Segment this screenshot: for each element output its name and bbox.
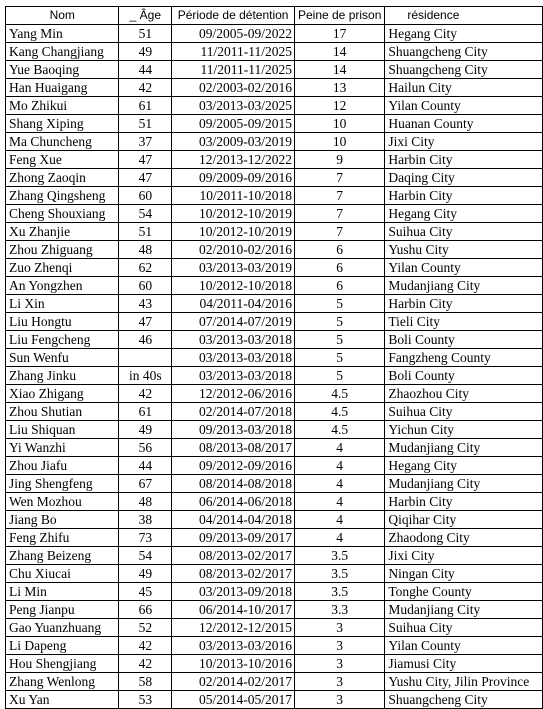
table-row xyxy=(6,511,543,529)
cell-term: 10 xyxy=(294,115,384,133)
cell-age: 46 xyxy=(119,331,172,349)
cell-age: 56 xyxy=(119,439,172,457)
cell-period: 10/2012-10/2019 xyxy=(172,223,295,241)
cell-period: 03/2013-03/2016 xyxy=(172,637,295,655)
cell-residence: Hegang City xyxy=(385,205,543,223)
cell-age: 54 xyxy=(119,205,172,223)
cell-period: 09/2005-09/2022 xyxy=(172,25,295,43)
cell-name: Zhang Wenlong xyxy=(6,673,119,691)
cell-term: 4 xyxy=(294,511,384,529)
cell-term: 14 xyxy=(294,61,384,79)
cell-age: 47 xyxy=(119,151,172,169)
cell-term: 13 xyxy=(294,79,384,97)
cell-term: 7 xyxy=(294,169,384,187)
cell-residence: Yushu City xyxy=(385,241,543,259)
table-row xyxy=(6,79,543,97)
cell-residence: Mudanjiang City xyxy=(385,601,543,619)
cell-period: 09/2013-03/2018 xyxy=(172,421,295,439)
table-row xyxy=(6,367,543,385)
cell-term: 3 xyxy=(294,655,384,673)
cell-period: 04/2014-04/2018 xyxy=(172,511,295,529)
cell-period: 09/2012-09/2016 xyxy=(172,457,295,475)
cell-age: 60 xyxy=(119,277,172,295)
cell-age: 62 xyxy=(119,259,172,277)
cell-name: Jing Shengfeng xyxy=(6,475,119,493)
table-row xyxy=(6,421,543,439)
cell-period: 02/2010-02/2016 xyxy=(172,241,295,259)
cell-name: Zhou Zhiguang xyxy=(6,241,119,259)
cell-period: 10/2013-10/2016 xyxy=(172,655,295,673)
cell-term: 5 xyxy=(294,367,384,385)
cell-name: Chu Xiucai xyxy=(6,565,119,583)
cell-term: 6 xyxy=(294,277,384,295)
cell-period: 03/2013-03/2018 xyxy=(172,331,295,349)
cell-period: 06/2014-06/2018 xyxy=(172,493,295,511)
table-row xyxy=(6,565,543,583)
cell-age: 66 xyxy=(119,601,172,619)
header-row xyxy=(6,7,543,25)
cell-term: 6 xyxy=(294,241,384,259)
cell-period: 03/2013-09/2018 xyxy=(172,583,295,601)
cell-period: 10/2011-10/2018 xyxy=(172,187,295,205)
table-row xyxy=(6,241,543,259)
cell-term: 4 xyxy=(294,529,384,547)
cell-term: 4.5 xyxy=(294,403,384,421)
table-row xyxy=(6,601,543,619)
cell-period: 02/2014-02/2017 xyxy=(172,673,295,691)
table-row xyxy=(6,475,543,493)
cell-age: 51 xyxy=(119,223,172,241)
cell-name: Kang Changjiang xyxy=(6,43,119,61)
table-row xyxy=(6,655,543,673)
cell-term: 3 xyxy=(294,691,384,709)
cell-age: 42 xyxy=(119,385,172,403)
header-period: Période de détention xyxy=(172,7,295,25)
cell-term: 14 xyxy=(294,43,384,61)
cell-term: 5 xyxy=(294,313,384,331)
cell-age: 58 xyxy=(119,673,172,691)
cell-name: Yue Baoqing xyxy=(6,61,119,79)
cell-term: 7 xyxy=(294,205,384,223)
cell-age: 42 xyxy=(119,79,172,97)
header-age: _ Âge xyxy=(119,7,172,25)
cell-age: 37 xyxy=(119,133,172,151)
cell-residence: Jixi City xyxy=(385,133,543,151)
cell-term: 10 xyxy=(294,133,384,151)
cell-residence: Hegang City xyxy=(385,25,543,43)
cell-residence: Harbin City xyxy=(385,295,543,313)
cell-residence: Mudanjiang City xyxy=(385,475,543,493)
cell-period: 04/2011-04/2016 xyxy=(172,295,295,313)
header-term: Peine de prison xyxy=(294,7,384,25)
cell-age: 67 xyxy=(119,475,172,493)
table-row xyxy=(6,331,543,349)
cell-name: Feng Zhifu xyxy=(6,529,119,547)
cell-age: 44 xyxy=(119,457,172,475)
table-row xyxy=(6,187,543,205)
cell-age: 61 xyxy=(119,403,172,421)
cell-residence: Fangzheng County xyxy=(385,349,543,367)
cell-period: 09/2009-09/2016 xyxy=(172,169,295,187)
cell-age: 49 xyxy=(119,421,172,439)
cell-residence: Suihua City xyxy=(385,403,543,421)
table-row xyxy=(6,619,543,637)
cell-name: Wen Mozhou xyxy=(6,493,119,511)
cell-term: 9 xyxy=(294,151,384,169)
cell-residence: Shuangcheng City xyxy=(385,691,543,709)
cell-age: 73 xyxy=(119,529,172,547)
table-row xyxy=(6,61,543,79)
cell-period: 03/2013-03/2018 xyxy=(172,367,295,385)
cell-residence: Yushu City, Jilin Province xyxy=(385,673,543,691)
cell-residence: Yichun City xyxy=(385,421,543,439)
cell-name: Li Dapeng xyxy=(6,637,119,655)
cell-residence: Jixi City xyxy=(385,547,543,565)
cell-period: 10/2012-10/2018 xyxy=(172,277,295,295)
cell-name: Gao Yuanzhuang xyxy=(6,619,119,637)
cell-name: Cheng Shouxiang xyxy=(6,205,119,223)
cell-period: 11/2011-11/2025 xyxy=(172,43,295,61)
cell-name: Liu Hongtu xyxy=(6,313,119,331)
cell-residence: Huanan County xyxy=(385,115,543,133)
cell-term: 7 xyxy=(294,187,384,205)
cell-age: 49 xyxy=(119,565,172,583)
cell-name: Li Xin xyxy=(6,295,119,313)
cell-period: 08/2013-08/2017 xyxy=(172,439,295,457)
cell-residence: Yilan County xyxy=(385,637,543,655)
cell-period: 03/2013-03/2019 xyxy=(172,259,295,277)
cell-name: Yi Wanzhi xyxy=(6,439,119,457)
cell-term: 4.5 xyxy=(294,421,384,439)
table-row xyxy=(6,439,543,457)
cell-name: Hou Shengjiang xyxy=(6,655,119,673)
table-row xyxy=(6,313,543,331)
cell-residence: Zhaozhou City xyxy=(385,385,543,403)
cell-age: 44 xyxy=(119,61,172,79)
cell-name: Zhou Jiafu xyxy=(6,457,119,475)
cell-residence: Boli County xyxy=(385,331,543,349)
cell-age: 43 xyxy=(119,295,172,313)
cell-age: 49 xyxy=(119,43,172,61)
cell-period: 02/2014-07/2018 xyxy=(172,403,295,421)
cell-period: 12/2012-12/2015 xyxy=(172,619,295,637)
cell-term: 3 xyxy=(294,637,384,655)
cell-name: Feng Xue xyxy=(6,151,119,169)
table-row xyxy=(6,403,543,421)
cell-residence: Ningan City xyxy=(385,565,543,583)
cell-term: 17 xyxy=(294,25,384,43)
cell-residence: Hegang City xyxy=(385,457,543,475)
cell-name: Jiang Bo xyxy=(6,511,119,529)
cell-term: 4 xyxy=(294,493,384,511)
table-row xyxy=(6,349,543,367)
cell-period: 09/2005-09/2015 xyxy=(172,115,295,133)
table-row xyxy=(6,547,543,565)
cell-residence: Yilan County xyxy=(385,97,543,115)
cell-term: 4 xyxy=(294,475,384,493)
cell-period: 05/2014-05/2017 xyxy=(172,691,295,709)
cell-age: 45 xyxy=(119,583,172,601)
cell-term: 5 xyxy=(294,349,384,367)
table-row xyxy=(6,457,543,475)
cell-age: 54 xyxy=(119,547,172,565)
cell-period: 10/2012-10/2019 xyxy=(172,205,295,223)
cell-residence: Shuangcheng City xyxy=(385,61,543,79)
cell-age xyxy=(119,349,172,367)
cell-name: Zhou Shutian xyxy=(6,403,119,421)
table-row xyxy=(6,493,543,511)
cell-period: 03/2013-03/2018 xyxy=(172,349,295,367)
table-row xyxy=(6,43,543,61)
cell-period: 08/2014-08/2018 xyxy=(172,475,295,493)
cell-name: Zhang Beizeng xyxy=(6,547,119,565)
cell-residence: Shuangcheng City xyxy=(385,43,543,61)
table-row xyxy=(6,133,543,151)
cell-term: 5 xyxy=(294,331,384,349)
cell-residence: Harbin City xyxy=(385,187,543,205)
table-row xyxy=(6,385,543,403)
cell-residence: Suihua City xyxy=(385,223,543,241)
cell-residence: Mudanjiang City xyxy=(385,277,543,295)
cell-residence: Mudanjiang City xyxy=(385,439,543,457)
cell-residence: Tieli City xyxy=(385,313,543,331)
cell-age: 48 xyxy=(119,241,172,259)
cell-age: 51 xyxy=(119,115,172,133)
cell-term: 3 xyxy=(294,619,384,637)
cell-age: in 40s xyxy=(119,367,172,385)
cell-term: 5 xyxy=(294,295,384,313)
cell-age: 47 xyxy=(119,313,172,331)
cell-term: 3.5 xyxy=(294,565,384,583)
cell-name: Xiao Zhigang xyxy=(6,385,119,403)
cell-term: 3.3 xyxy=(294,601,384,619)
table-row xyxy=(6,25,543,43)
cell-residence: Jiamusi City xyxy=(385,655,543,673)
table-row xyxy=(6,277,543,295)
cell-period: 08/2013-02/2017 xyxy=(172,547,295,565)
table-row xyxy=(6,583,543,601)
cell-period: 11/2011-11/2025 xyxy=(172,61,295,79)
cell-residence: Qiqihar City xyxy=(385,511,543,529)
cell-term: 3.5 xyxy=(294,583,384,601)
cell-residence: Boli County xyxy=(385,367,543,385)
cell-age: 48 xyxy=(119,493,172,511)
table-row xyxy=(6,205,543,223)
cell-term: 7 xyxy=(294,223,384,241)
cell-name: Shang Xiping xyxy=(6,115,119,133)
cell-residence: Zhaodong City xyxy=(385,529,543,547)
cell-name: Liu Shiquan xyxy=(6,421,119,439)
cell-term: 4 xyxy=(294,439,384,457)
cell-age: 52 xyxy=(119,619,172,637)
cell-name: Liu Fengcheng xyxy=(6,331,119,349)
cell-residence: Daqing City xyxy=(385,169,543,187)
cell-name: Xu Yan xyxy=(6,691,119,709)
detention-table xyxy=(5,6,543,709)
cell-period: 09/2013-09/2017 xyxy=(172,529,295,547)
table-row xyxy=(6,169,543,187)
table-row xyxy=(6,259,543,277)
cell-name: Yang Min xyxy=(6,25,119,43)
cell-name: An Yongzhen xyxy=(6,277,119,295)
cell-period: 06/2014-10/2017 xyxy=(172,601,295,619)
cell-age: 38 xyxy=(119,511,172,529)
cell-name: Zhang Jinku xyxy=(6,367,119,385)
cell-period: 12/2012-06/2016 xyxy=(172,385,295,403)
cell-period: 08/2013-02/2017 xyxy=(172,565,295,583)
header-residence: résidence xyxy=(385,7,543,25)
cell-term: 3.5 xyxy=(294,547,384,565)
cell-name: Han Huaigang xyxy=(6,79,119,97)
cell-age: 47 xyxy=(119,169,172,187)
table-row xyxy=(6,151,543,169)
cell-term: 12 xyxy=(294,97,384,115)
cell-age: 51 xyxy=(119,25,172,43)
cell-term: 4.5 xyxy=(294,385,384,403)
table-row xyxy=(6,115,543,133)
cell-age: 60 xyxy=(119,187,172,205)
cell-period: 03/2009-03/2019 xyxy=(172,133,295,151)
cell-age: 61 xyxy=(119,97,172,115)
table-row xyxy=(6,529,543,547)
cell-term: 4 xyxy=(294,457,384,475)
cell-residence: Hailun City xyxy=(385,79,543,97)
cell-residence: Harbin City xyxy=(385,151,543,169)
cell-residence: Tonghe County xyxy=(385,583,543,601)
cell-name: Sun Wenfu xyxy=(6,349,119,367)
cell-name: Ma Chuncheng xyxy=(6,133,119,151)
cell-age: 53 xyxy=(119,691,172,709)
table-row xyxy=(6,295,543,313)
table-row xyxy=(6,637,543,655)
cell-name: Peng Jianpu xyxy=(6,601,119,619)
cell-term: 6 xyxy=(294,259,384,277)
cell-period: 03/2013-03/2025 xyxy=(172,97,295,115)
cell-residence: Yilan County xyxy=(385,259,543,277)
cell-residence: Harbin City xyxy=(385,493,543,511)
table-row xyxy=(6,97,543,115)
cell-period: 12/2013-12/2022 xyxy=(172,151,295,169)
table-row xyxy=(6,673,543,691)
cell-name: Zuo Zhenqi xyxy=(6,259,119,277)
cell-age: 42 xyxy=(119,655,172,673)
cell-name: Xu Zhanjie xyxy=(6,223,119,241)
table-row xyxy=(6,691,543,709)
table-row xyxy=(6,223,543,241)
cell-residence: Suihua City xyxy=(385,619,543,637)
cell-name: Li Min xyxy=(6,583,119,601)
header-name: Nom xyxy=(6,7,119,25)
cell-term: 3 xyxy=(294,673,384,691)
cell-period: 07/2014-07/2019 xyxy=(172,313,295,331)
cell-period: 02/2003-02/2016 xyxy=(172,79,295,97)
cell-name: Zhong Zaoqin xyxy=(6,169,119,187)
cell-age: 42 xyxy=(119,637,172,655)
cell-name: Mo Zhikui xyxy=(6,97,119,115)
cell-name: Zhang Qingsheng xyxy=(6,187,119,205)
